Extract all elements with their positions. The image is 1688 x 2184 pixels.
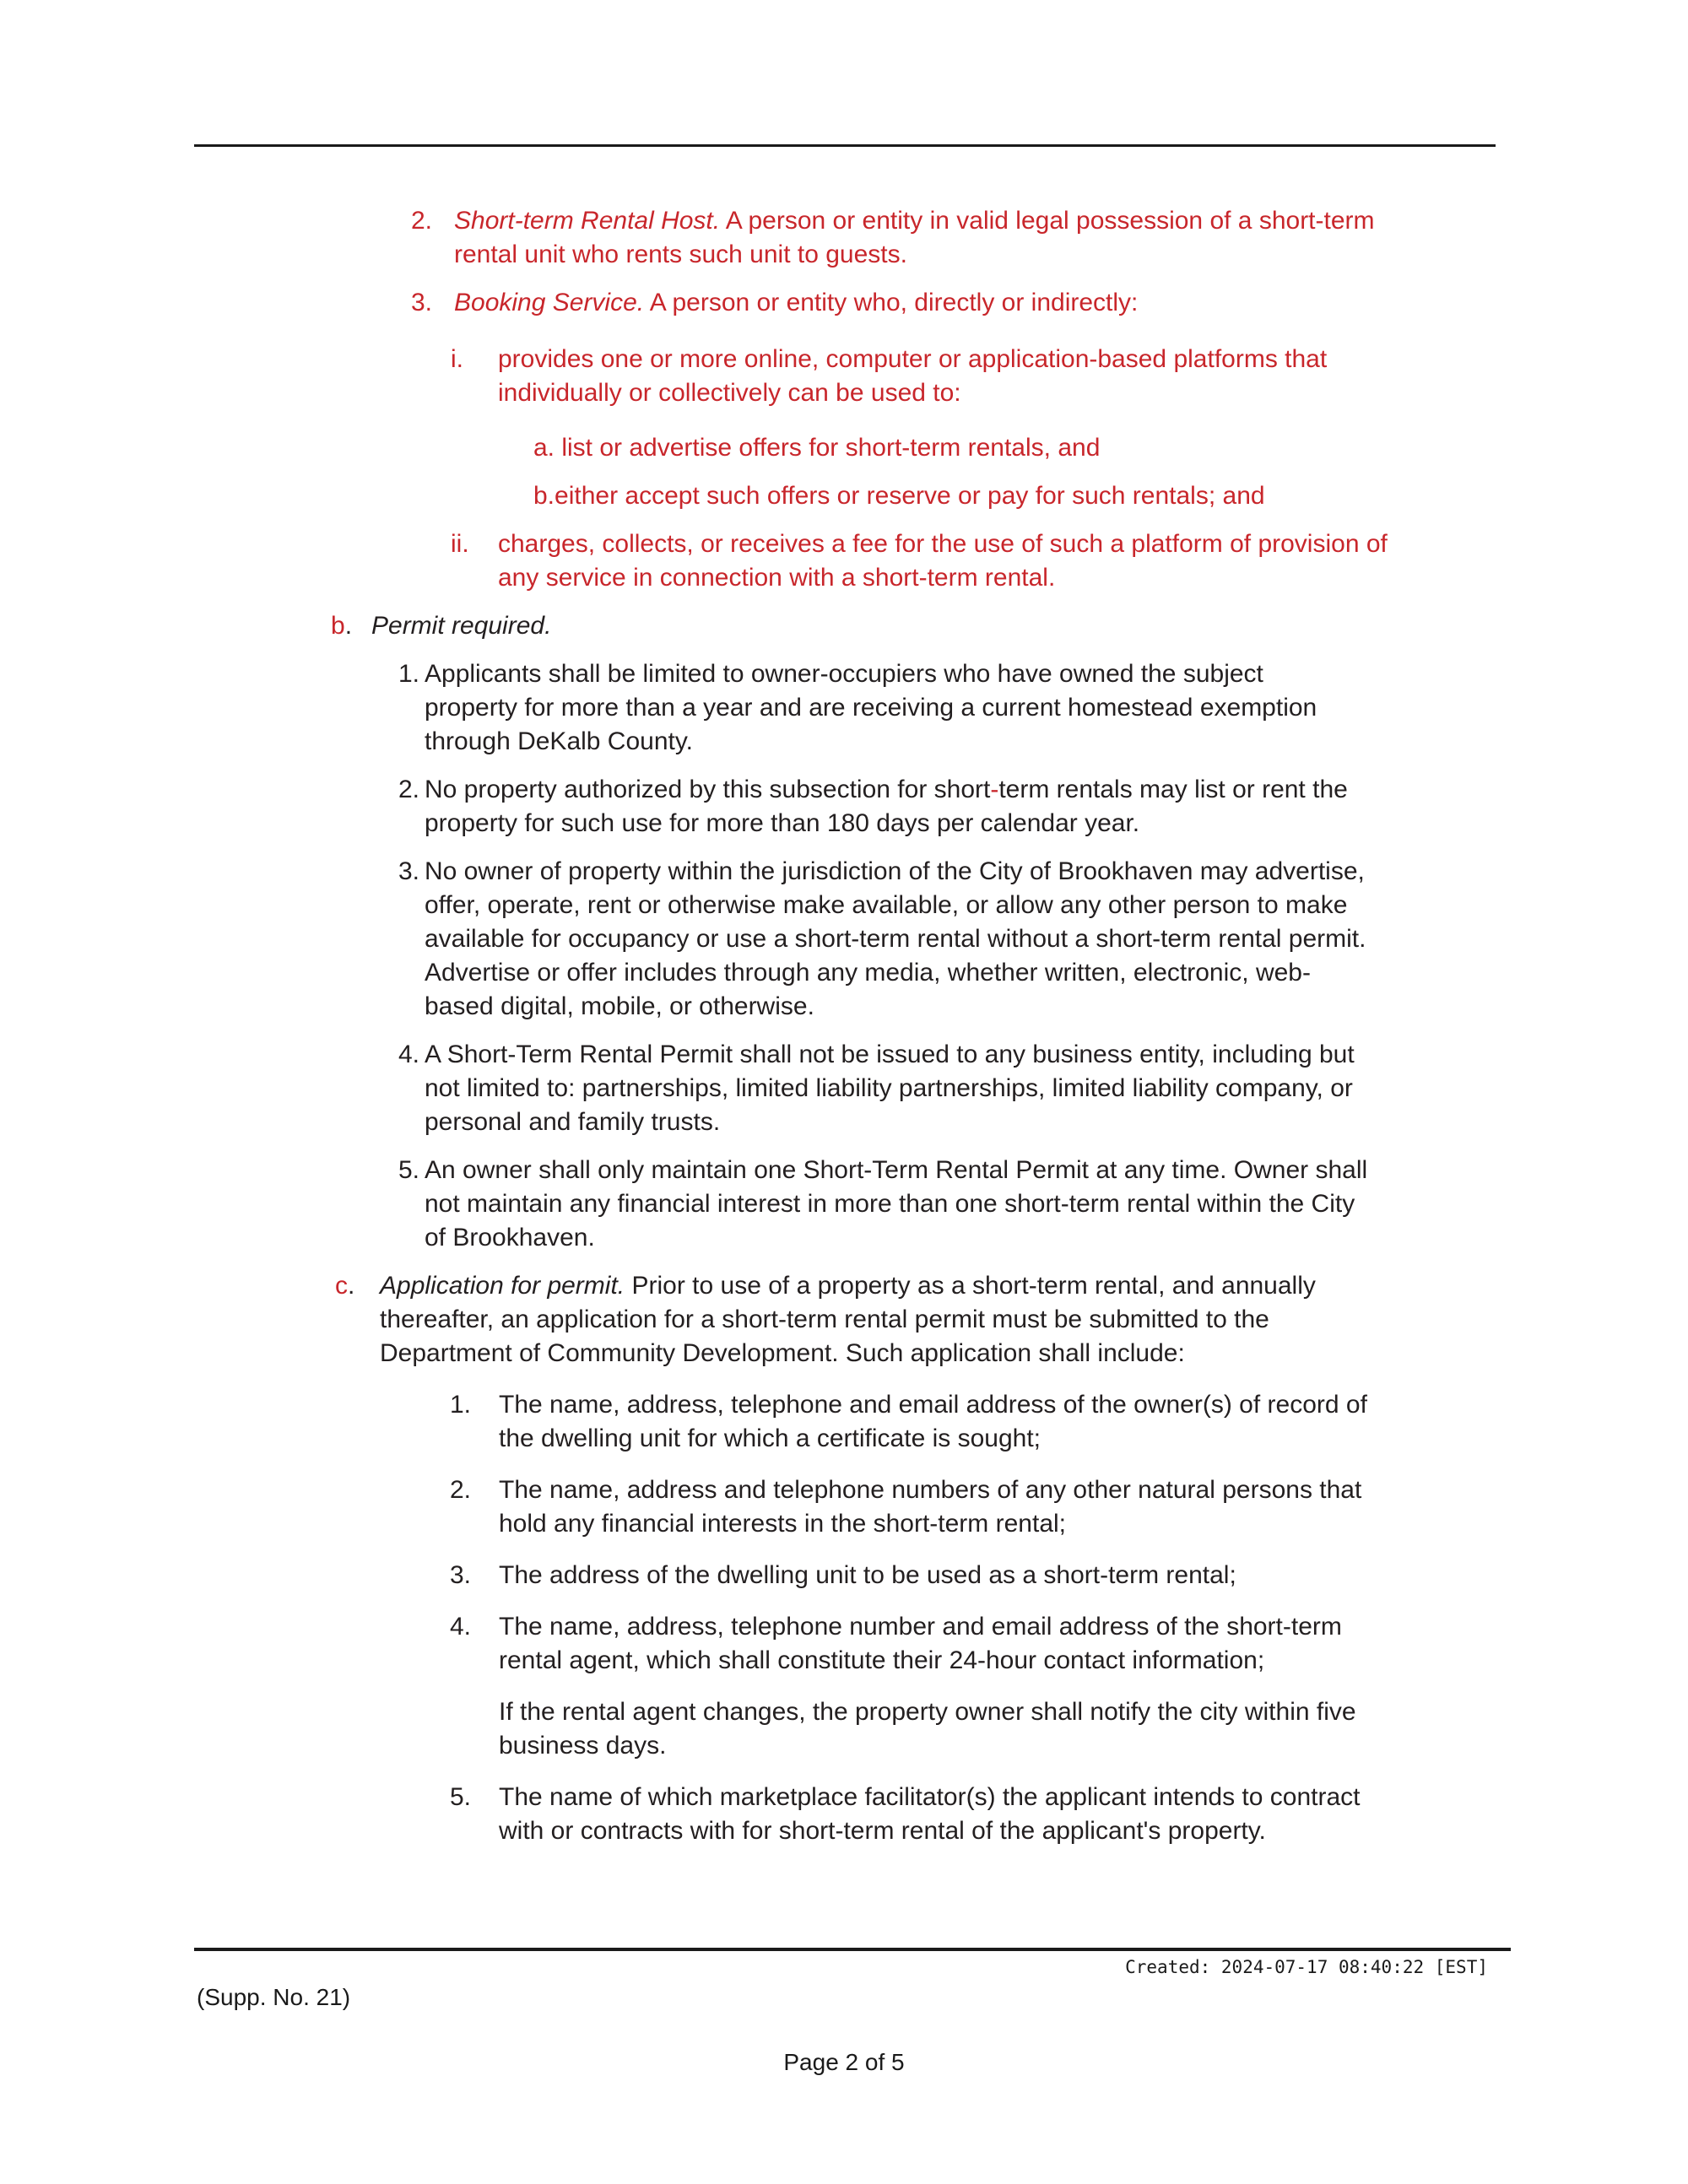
- item-line: of Brookhaven.: [425, 1224, 595, 1251]
- item-lines: [499, 1473, 1361, 1541]
- item-line: [454, 286, 1138, 320]
- defined-term: Short-term Rental Host.: [454, 207, 721, 235]
- item-line: offer, operate, rent or otherwise make available, or allow any other person to make: [425, 891, 1348, 919]
- c-list-item-4-note: [499, 1695, 1688, 1763]
- section-dot: .: [344, 612, 353, 640]
- section-b-heading: [331, 609, 1688, 643]
- item-marker: 5.: [450, 1783, 472, 1811]
- item-lines: [499, 1559, 1236, 1592]
- section-label: [335, 1269, 380, 1303]
- item-lines: [499, 1388, 1367, 1456]
- item-marker: ii.: [451, 530, 469, 558]
- item-line: business days.: [499, 1732, 667, 1760]
- c-list-item-1: [450, 1388, 1688, 1456]
- item-line: The name, address, telephone number and email address of the short-term: [499, 1613, 1342, 1641]
- item-line: any service in connection with a short-term rental.: [498, 564, 1056, 592]
- item-line: Applicants shall be limited to owner-occupiers who have owned the subject: [425, 660, 1263, 688]
- item-text: term rentals may list or rent the: [998, 776, 1348, 803]
- item-line: Advertise or offer includes through any media, whether written, electronic, web-: [425, 959, 1311, 987]
- item-marker: 5.: [398, 1156, 420, 1184]
- item-lines: [425, 773, 1348, 841]
- item-marker: 3.: [450, 1561, 472, 1589]
- b-list-item-5: [398, 1154, 1688, 1255]
- item-line: not limited to: partnerships, limited liability partnerships, limited liability company, or: [425, 1074, 1353, 1102]
- item-line: a. list or advertise offers for short-term rentals, and: [533, 434, 1101, 462]
- item-line: The name of which marketplace facilitator(s) the applicant intends to contract: [499, 1783, 1361, 1811]
- item-line: The address of the dwelling unit to be used as a short-term rental;: [499, 1561, 1236, 1589]
- b-list-item-3: [398, 855, 1688, 1024]
- item-marker: i.: [451, 345, 463, 373]
- section-letter: c: [335, 1272, 348, 1300]
- b-list-item-4: [398, 1038, 1688, 1139]
- list-item-i: [451, 343, 1688, 410]
- item-marker: 2.: [398, 776, 420, 803]
- c-list-item-4: [450, 1610, 1688, 1678]
- item-lines: [499, 1781, 1361, 1848]
- item-line: [425, 773, 1348, 807]
- item-lines: [425, 657, 1317, 759]
- item-marker: 3.: [398, 857, 420, 885]
- item-marker: 2.: [450, 1476, 472, 1504]
- item-marker: 4.: [450, 1613, 472, 1641]
- item-marker: 1.: [450, 1391, 472, 1419]
- item-line: The name, address, telephone and email address of the owner(s) of record of: [499, 1391, 1367, 1419]
- item-line: A Short-Term Rental Permit shall not be issued to any business entity, including but: [425, 1041, 1355, 1068]
- section-dot: .: [348, 1272, 355, 1300]
- b-list-item-2: [398, 773, 1688, 841]
- item-line: charges, collects, or receives a fee for the use of such a platform of provision of: [498, 530, 1388, 558]
- item-line: available for occupancy or use a short-term rental without a short-term rental permit.: [425, 925, 1366, 953]
- list-item-ii: [451, 527, 1688, 595]
- item-line: An owner shall only maintain one Short-Term Rental Permit at any time. Owner shall: [425, 1156, 1368, 1184]
- item-line: the dwelling unit for which a certificate is sought;: [499, 1424, 1041, 1452]
- item-line: personal and family trusts.: [425, 1108, 721, 1136]
- list-item-2: [411, 204, 1688, 272]
- item-line: rental agent, which shall constitute their 24-hour contact information;: [499, 1646, 1265, 1674]
- b-list-item-1: [398, 657, 1688, 759]
- c-list-item-3: [450, 1559, 1688, 1592]
- item-text: A person or entity in valid legal possession of a short-term: [720, 207, 1375, 235]
- created-timestamp: Created: 2024-07-17 08:40:22 [EST]: [1125, 1957, 1488, 1977]
- item-line: If the rental agent changes, the property owner shall notify the city within five: [499, 1698, 1356, 1726]
- item-line: provides one or more online, computer or application-based platforms that: [498, 345, 1328, 373]
- item-lines: [425, 1154, 1367, 1255]
- page-number: Page 2 of 5: [783, 2049, 905, 2075]
- item-line: property for such use for more than 180 days per calendar year.: [425, 809, 1140, 837]
- item-lines: [499, 1695, 1356, 1763]
- section-letter: b: [331, 612, 345, 640]
- footer-rule: [194, 1948, 1511, 1951]
- item-line: individually or collectively can be used to:: [498, 379, 961, 407]
- section-line: thereafter, an application for a short-term rental permit must be submitted to the: [380, 1306, 1269, 1333]
- item-line: not maintain any financial interest in more than one short-term rental within the City: [425, 1190, 1355, 1218]
- section-line: [380, 1269, 1316, 1303]
- section-title: Application for permit.: [380, 1272, 625, 1300]
- section-title: Permit required.: [371, 612, 552, 640]
- item-lines: [425, 855, 1366, 1024]
- item-line: property for more than a year and are receiving a current homestead exemption: [425, 694, 1317, 722]
- item-marker: 2.: [411, 207, 433, 235]
- item-lines: [498, 343, 1327, 410]
- item-lines: [454, 286, 1138, 320]
- item-line: with or contracts with for short-term rental of the applicant's property.: [499, 1817, 1266, 1845]
- red-hyphen: -: [990, 776, 999, 803]
- item-line: [454, 204, 1375, 238]
- item-text: A person or entity who, directly or indirectly:: [644, 289, 1139, 316]
- item-lines: [454, 204, 1375, 272]
- list-item-b: [533, 479, 1688, 513]
- item-marker: 4.: [398, 1041, 420, 1068]
- defined-term: Booking Service.: [454, 289, 645, 316]
- item-lines: [499, 1610, 1342, 1678]
- supplement-note: (Supp. No. 21): [197, 1984, 351, 2010]
- section-lines: [380, 1269, 1316, 1370]
- item-line: through DeKalb County.: [425, 727, 693, 755]
- item-marker: 1.: [398, 660, 420, 688]
- item-line: The name, address and telephone numbers of any other natural persons that: [499, 1476, 1362, 1504]
- section-text: Prior to use of a property as a short-term rental, and annually: [625, 1272, 1316, 1300]
- item-text: No property authorized by this subsection for short: [425, 776, 991, 803]
- c-list-item-5: [450, 1781, 1688, 1848]
- item-line: hold any financial interests in the short-term rental;: [499, 1510, 1066, 1538]
- section-line: Department of Community Development. Such application shall include:: [380, 1339, 1185, 1367]
- top-rule: [194, 144, 1496, 147]
- item-line: rental unit who rents such unit to guests.: [454, 241, 907, 268]
- item-line: b.either accept such offers or reserve or pay for such rentals; and: [533, 482, 1265, 510]
- list-item-a: [533, 431, 1688, 465]
- section-c-heading: [335, 1269, 1688, 1370]
- list-item-3: [411, 286, 1688, 320]
- item-line: based digital, mobile, or otherwise.: [425, 992, 814, 1020]
- item-line: No owner of property within the jurisdiction of the City of Brookhaven may advertise,: [425, 857, 1365, 885]
- item-marker: 3.: [411, 289, 433, 316]
- section-label: [331, 609, 371, 643]
- item-lines: [425, 1038, 1355, 1139]
- c-list-item-2: [450, 1473, 1688, 1541]
- item-lines: [498, 527, 1388, 595]
